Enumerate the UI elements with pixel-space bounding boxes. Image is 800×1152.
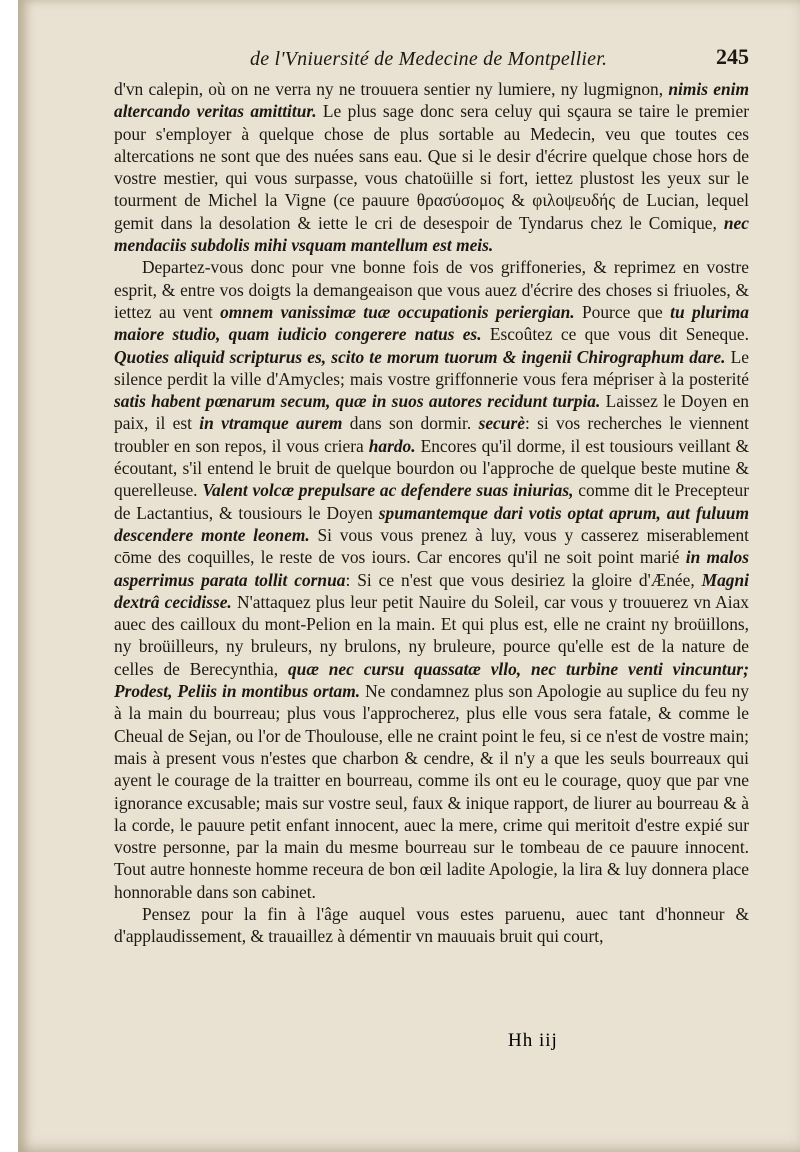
text-run: : si vos recherches le viennent troubler en son repos, il vous criera <box>114 413 749 456</box>
body-text <box>114 78 749 948</box>
book-page <box>18 0 800 1152</box>
text-run: Le silence perdit la ville d'Amycles; mais vostre griffonnerie vous fera mépriser à la posterité <box>114 346 749 389</box>
text-run: Encores qu'il dorme, il est tousiours veillant & écoutant, s'il entend le bruit de quelque bourdon ou l'approche de quelque beste mutine & querelleuse. <box>114 435 749 501</box>
latin-quotation: securè <box>478 413 525 434</box>
text-run: Le plus sage donc sera celuy qui sçaura se taire le premier pour s'employer à quelque chose de plus sortable au Medecin, veu que toutes ces altercations ne sont que des nuées sans eau. Que si le desir d'écrire quelque chose hors de vostre mestier, qui vous surpasse, vous chatoüille si fort, iettez plustost les yeux sur le tourment de Michel la Vigne (ce pauure θρασύσομος & φιλοψευδής de Lucian, lequel gemit dans la desolation & iette le cri de desespoir de Tyndarus chez le Comique, <box>114 101 749 233</box>
page-header <box>114 40 749 78</box>
latin-quotation: Quoties aliquid scripturus es, scito te morum tuorum & ingenii Chirographum dare. <box>114 346 726 367</box>
text-run: Ne condamnez plus son Apologie au suplice du feu ny à la main du bourreau; plus vous l'approcherez, plus elle vous sera fatale, & comme le Cheual de Sejan, ou l'or de Thoulouse, elle ne craint point le feu, si ce n'est de vostre main; mais à present vous n'estes que charbon & cendre, & il n'y a que les seuls bourreaux qui ayent le courage de la traitter en bourreau, comme ils ont eu le courage, quoy que par vne ignorance excusable; mais sur vostre seul, faux & inique rapport, de liurer au bourreau & à la corde, le pauure petit enfant innocent, auec la mere, crime qui meritoit d'estre expié sur vostre personne, par la main du mesme bourreau sur le tombeau de ce pauure innocent. Tout autre honneste homme receura de bon œil ladite Apologie, la lira & luy donnera place honnorable dans son cabinet. <box>114 681 749 902</box>
text-run: Pource que <box>574 301 671 322</box>
paragraph-p1 <box>114 78 749 256</box>
text-run: Pensez pour la fin à l'âge auquel vous estes paruenu, auec tant d'honneur & d'applaudissement, & trauaillez à démentir vn mauuais bruit qui court, <box>114 903 749 947</box>
text-run: Escoûtez ce que vous dit Seneque. <box>481 324 749 345</box>
text-run: dans son dormir. <box>342 413 479 434</box>
text-run: Si vous vous prenez à luy, vous y casserez miserablement cōme des coquilles, le reste de vos iours. Car encores qu'il ne soit point marié <box>114 524 750 568</box>
text-run: d'vn calepin, où on ne verra ny ne trouuera sentier ny lumiere, ny lugmignon, <box>114 79 669 99</box>
latin-quotation: quæ nec cursu quassatæ vllo, nec turbine venti vincuntur; <box>287 658 749 679</box>
latin-quotation: Magni dextrâ cecidisse. <box>114 569 749 612</box>
paragraph-p3 <box>114 903 749 948</box>
latin-quotation: satis habent pœnarum secum, quæ in suos autores recidunt turpia. <box>114 391 601 412</box>
text-run: : Si ce n'est que vous desiriez la gloire d'Ænée, <box>345 569 702 590</box>
running-head: de l'Vniuersité de Medecine de Montpellier. <box>250 48 608 70</box>
latin-quotation: nec mendaciis subdolis mihi vsquam mantellum est meis. <box>114 212 749 256</box>
latin-quotation: in vtramque aurem <box>199 413 343 434</box>
signature-mark: Hh iij <box>508 1030 558 1051</box>
text-run: N'attaquez plus leur petit Nauire du Soleil, car vous y trouuerez vn Aiax auec des cailloux du mont-Pelion en la main. Et qui plus est, elle ne craint ny broüillons, ny broüilleurs, ny bruleurs, ny brulons, ny bruleure, pource qu'elle est de la nature de celles de Berecynthia, <box>114 591 749 679</box>
latin-quotation: Valent volcæ prepulsare ac defendere suas iniurias, <box>202 480 574 501</box>
text-run: Departez-vous donc pour vne bonne fois de vos griffoneries, & reprimez en vostre esprit, & entre vos doigts la demangeaison que vous auez d'écrire des choses si friuoles, & iettez au vent <box>114 257 749 322</box>
paragraph-p2 <box>114 256 749 903</box>
latin-quotation: tu plurima maiore studio, quam iudicio congerere natus es. <box>114 301 749 345</box>
text-run: Laissez le Doyen en paix, il est <box>114 391 749 434</box>
latin-quotation: hardo. <box>368 435 416 456</box>
latin-quotation: in malos asperrimus parata tollit cornua <box>114 547 749 590</box>
latin-quotation: Prodest, Peliis in montibus ortam. <box>114 681 361 702</box>
latin-quotation: spumantemque dari votis optat aprum, aut fuluum descendere monte leonem. <box>114 502 749 545</box>
page-number: 245 <box>716 44 749 69</box>
latin-quotation: omnem vanissimæ tuæ occupationis periergian. <box>220 301 575 322</box>
page-content <box>114 40 749 948</box>
latin-quotation: nimis enim altercando veritas amittitur. <box>114 79 749 122</box>
text-run: comme dit le Precepteur de Lactantius, & tousiours le Doyen <box>114 480 749 523</box>
